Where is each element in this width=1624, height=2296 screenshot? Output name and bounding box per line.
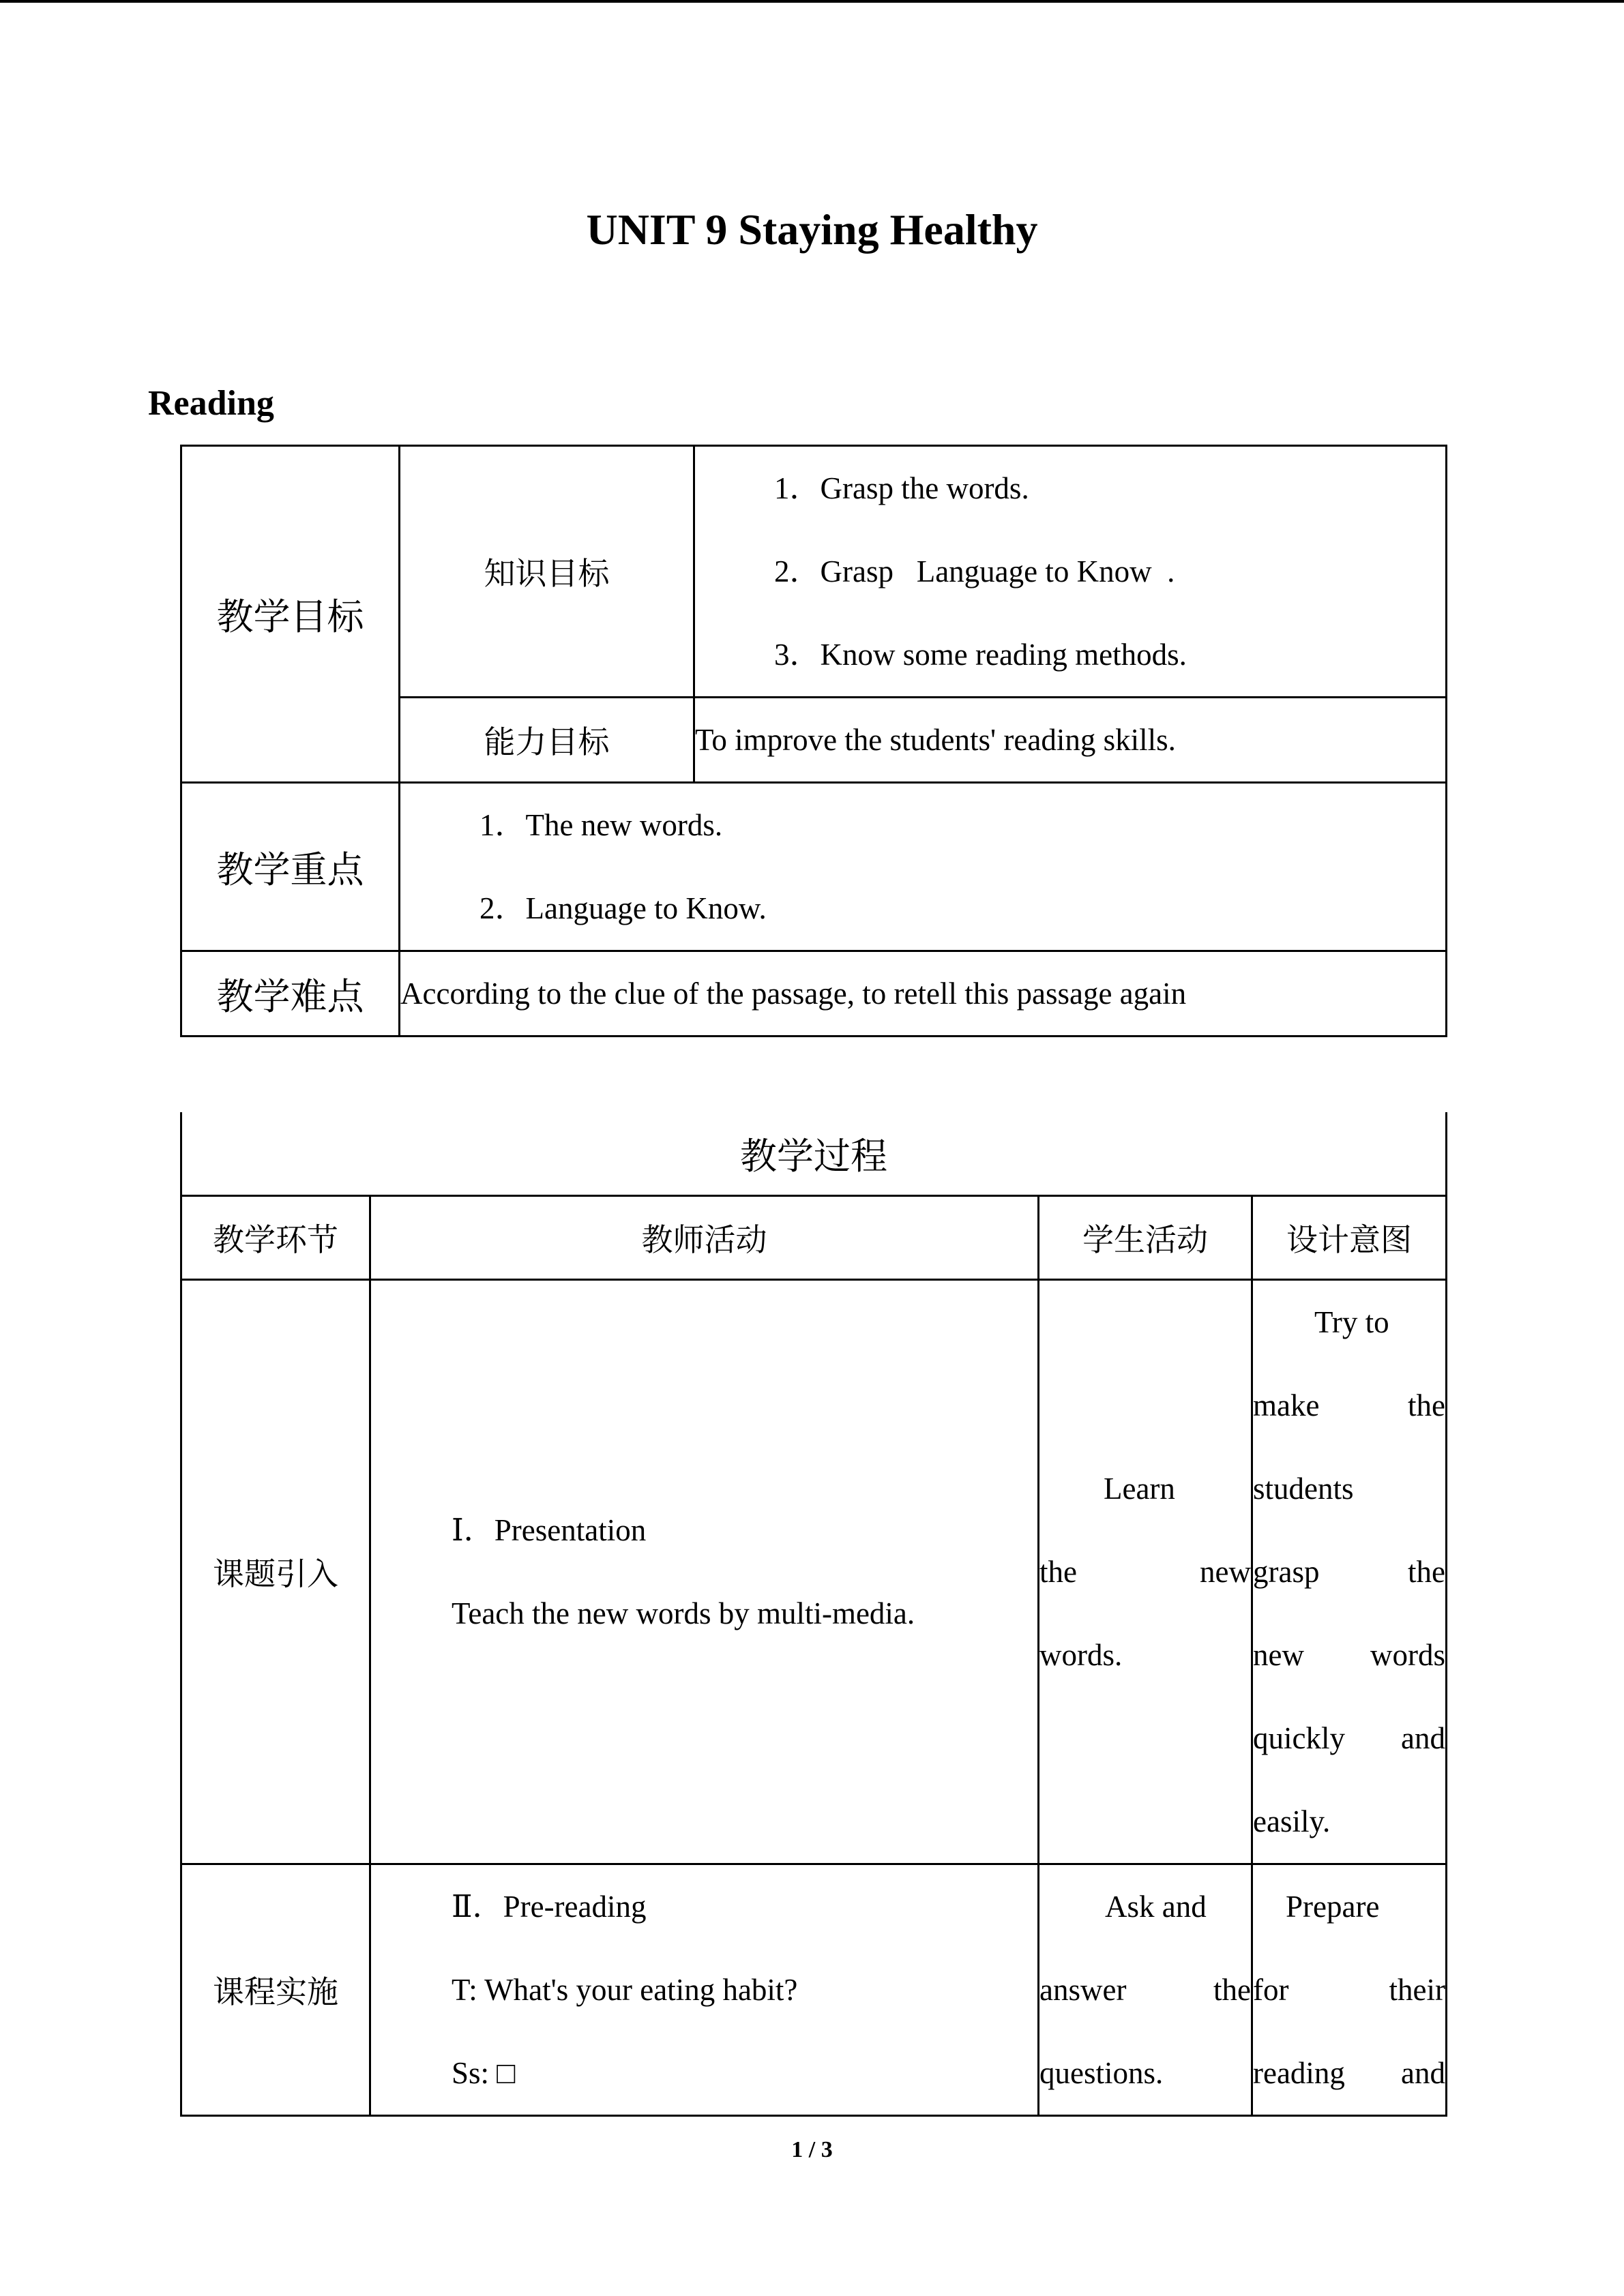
process-table [180,1112,1447,2117]
ability-goal-label: 能力目标 [400,698,694,783]
page-number: 1 / 3 [791,2137,833,2162]
purpose-line [1253,1865,1445,1948]
purpose-line: grasp the [1253,1554,1445,1589]
top-border-line [0,0,1624,3]
purpose-word: Try to [1314,1304,1389,1339]
purpose-line: make the [1253,1388,1445,1422]
key-point-item: 1．The new words. [479,808,723,842]
purpose-word: Prepare [1286,1889,1380,1924]
student-activity-word: Learn [1104,1471,1175,1506]
stage-cell: 课程实施 [181,1864,370,2115]
knowledge-goal-label: 知识目标 [400,446,694,698]
purpose-line: for their [1253,1972,1445,2007]
purpose-line: new words [1253,1637,1445,1672]
ability-goal-text: To improve the students' reading skills. [694,698,1447,783]
purpose-line: reading and [1253,2055,1445,2090]
student-activity-line: answer the [1039,1972,1251,2007]
teacher-activity-cell [370,1864,1039,2115]
design-purpose-cell [1252,1279,1447,1864]
knowledge-item: 2．Grasp Language to Know . [774,554,1175,588]
design-purpose-cell [1252,1864,1447,2115]
student-activity-line: questions. [1039,2055,1164,2090]
header-teacher-activity: 教师活动 [370,1195,1039,1279]
objectives-table [180,445,1447,1037]
objectives-label: 教学目标 [181,446,400,783]
header-design-purpose: 设计意图 [1252,1195,1447,1279]
stage-cell: 课题引入 [181,1279,370,1864]
teacher-activity-line: Teach the new words by multi-media. [452,1596,915,1630]
teacher-activity-line: T: What's your eating habit? [452,1972,798,2007]
student-activity-line: the new [1039,1554,1251,1589]
teacher-activity-line: Ⅱ．Pre-reading [452,1889,647,1924]
header-student-activity: 学生活动 [1039,1195,1252,1279]
key-points-label: 教学重点 [181,783,400,951]
student-activity-cell [1039,1864,1252,2115]
student-activity-line: words. [1039,1637,1123,1672]
key-point-item: 2．Language to Know. [479,891,767,925]
student-activity-line [1039,1865,1251,1948]
student-activity-word: Ask and [1105,1889,1207,1924]
student-activity-cell [1039,1279,1252,1864]
difficulties-label: 教学难点 [181,951,400,1037]
purpose-line: students [1253,1471,1354,1506]
knowledge-item: 3．Know some reading methods. [774,638,1187,672]
header-stage: 教学环节 [181,1195,370,1279]
key-points-items [400,783,1447,951]
section-heading: Reading [148,384,274,423]
purpose-line: quickly and [1253,1720,1445,1755]
purpose-line [1253,1281,1445,1364]
knowledge-goal-items [694,446,1447,698]
teacher-activity-line: Ss: □ [452,2055,516,2090]
difficulties-text: According to the clue of the passage, to retell this passage again [400,951,1447,1037]
process-label: 教学过程 [181,1112,1447,1195]
teacher-activity-cell [370,1279,1039,1864]
purpose-line: easily. [1253,1804,1331,1838]
knowledge-item: 1．Grasp the words. [774,471,1029,505]
student-activity-line [1039,1447,1251,1530]
document-title: UNIT 9 Staying Healthy [586,205,1038,254]
teacher-activity-line: Ⅰ．Presentation [452,1512,647,1547]
